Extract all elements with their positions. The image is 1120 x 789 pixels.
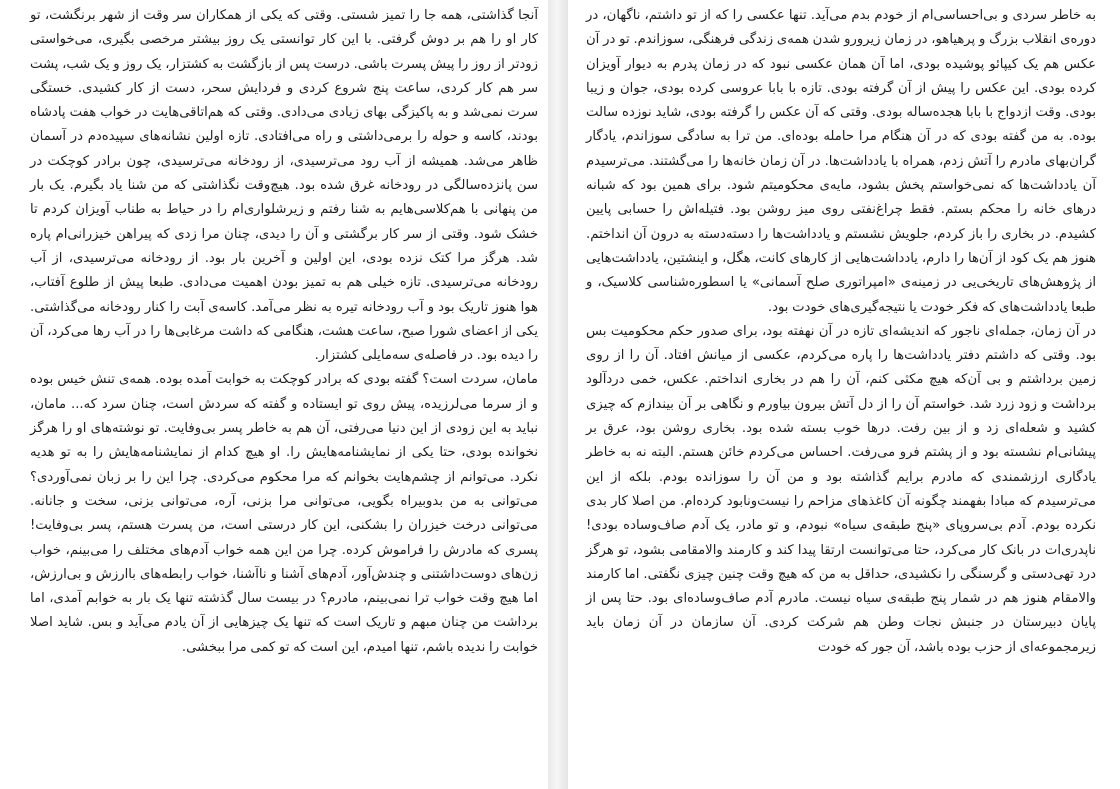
book-gutter — [548, 0, 568, 789]
left-paragraph-1: آنجا گذاشتی، همه جا را تمیز شستی. وقتی که یکی از همکاران سر وقت از شهر برنگشت، تو کار او را هم بر دوش گرفتی. با این کار توانستی یک روز بیشتر مرخصی بگیری، می‌خواستی زودتر از روز را پیش پسرت باشی. درست پس از بازگشت به کشتزار، یک روز و یک شب، پشت سر هم کار کردی، ساعت پنج شروع کردی و فردایش سحر، دست از کار کشیدی. خستگی سرت نمی‌شد و به پاکیزگی بهای زیادی می‌دادی. وقتی که هم‌اتاقی‌هایت در خواب هفت پادشاه بودند، کاسه و حوله را برمی‌داشتی و راه می‌افتادی. تازه اولین نشانه‌های سپیده‌دم در آسمان ظاهر می‌شد. همیشه از آب رود می‌ترسیدی، از رودخانه می‌ترسیدی، چون برادر کوچکت در سن پانزده‌سالگی در رودخانه غرق شده بود. هیچ‌وقت نگذاشتی که من شنا یاد بگیرم. یک بار من پنهانی با هم‌کلاسی‌هایم به شنا رفتم و زیرشلواری‌ام را در حیاط به طناب آویزان کردم تا خشک شود. وقتی از سر کار برگشتی و آن را دیدی، چنان مرا زدی که پیراهن خیزرانی‌ام پاره شد. هرگز مرا کتک نزده بودی، این اولین و آخرین بار بود. از رودخانه می‌ترسیدی، از آب رودخانه می‌ترسیدی. تازه خیلی هم به تمیز بودن اهمیت می‌دادی. طبعا پیش از طلوع آفتاب، هوا هنوز تاریک بود و آب رودخانه تیره به نظر می‌آمد. کاسه‌ی آبت را کنار رودخانه می‌گذاشتی. یکی از اعضای شورا صبح، ساعت هشت، هنگامی که داشت مرغابی‌ها را در آب رها می‌کرد، آن را دیده بود. در فاصله‌ی سه‌مایلی کشتزار. — [30, 8, 538, 364]
right-page-text — [586, 4, 1096, 660]
left-page[interactable] — [0, 0, 548, 789]
right-paragraph-2: در آن زمان، جمله‌ای ناجور که اندیشه‌ای تازه در آن نهفته بود، برای صدور حکم محکومیت بس بود. وقتی که داشتم دفتر یادداشت‌ها را پاره می‌کردم، عکسی از میانش افتاد. آن را از روی زمین برداشتم و بی آن‌که هیچ مکثی کنم، آن را هم در بخاری انداختم. عکس، خمی دردآلود برداشت و زود زرد شد. خواستم آن را از دل آتش بیرون بیاورم و نگاهی بر آن بیندازم که چیزی کشید و شعله‌ای زد و از بین رفت. درها خوب بسته شده بود. بخاری روشن بود، عرق بر پیشانی‌ام نشسته بود و از پشتم فرو می‌رفت. احساس می‌کردم خائن هستم. البته نه به خاطر یادگاری ارزشمندی که مادرم برایم گذاشته بود و من آن را سوزانده بودم. بلکه از این می‌ترسیدم که مبادا بفهمند چگونه آن کاغذهای مزاحم را نیست‌ونابود کرده‌ام. من اصلا کار بدی نکرده بودم. آدم بی‌سروپای «پنج طبقه‌ی سیاه» نبودم، و تو مادر، یک آدم صاف‌وساده بودی! ناپدری‌ات در بانک کار می‌کرد، حتا می‌توانست ارتقا پیدا کند و کارمند والامقامی بشود، تو هرگز درد تهی‌دستی و گرسنگی را نکشیدی، حداقل به من که هیچ وقت چنین چیزی نگفتی. اما کارمند والامقام هنوز هم در شمار پنج طبقه‌ی سیاه نیست. مادرم آدم صاف‌وساده‌ای بود. حتا پس از پایان دبیرستان در جنبش نجات وطن هم شرکت کردی. آن سازمان در آن زمان باید زیرمجموعه‌ای از حزب بوده باشد، آن جور که خودت — [586, 323, 1096, 655]
right-paragraph-1: به خاطر سردی و بی‌احساسی‌ام از خودم بدم می‌آید. تنها عکسی را که از تو داشتم، ناگهان، در دوره‌ی انقلاب بزرگ و پرهیاهو، در زمان زیرورو شدن همه‌ی زندگی فرهنگی، سوزاندم. تو در آن عکس هم یک کیپائو پوشیده بودی، اما آن همان عکسی نبود که در زمان پدرم به دیوار آویزان کرده بودی. این عکس را پیش از آن گرفته بودی. تازه با بابا عروسی کرده بودی، جوان و زیبا بودی. وقت ازدواج با بابا هجده‌ساله بودی. وقتی که آن عکس را گرفته بودی، شاید نوزده سالت بوده. به من گفته بودی که در آن هنگام مرا حامله بوده‌ای. من ترا به سادگی سوزاندم، یادگار گران‌بهای مادرم را آتش زدم، همراه با یادداشت‌ها. در آن زمان خانه‌ها را می‌گشتند. می‌ترسیدم آن یادداشت‌ها که نمی‌خواستم پخش بشود، مایه‌ی محکومیتم شود. برای همین بود که شبانه درهای خانه را محکم بستم. فقط چراغ‌نفتی روی میز روشن بود. فتیله‌اش را حسابی پایین کشیدم. در بخاری را باز کردم، جلویش نشستم و یادداشت‌ها را دسته‌دسته به درون آن انداختم. هنوز هم یک کود از آن‌ها را دارم، یادداشت‌هایی از کارهای کانت، هگل، و اینشتین، یادداشت‌هایی از پژوهش‌های تاریخی‌یی در زمینه‌ی «امپراتوری صلح آسمانی» یا اسطوره‌شناسی کلاسیک، و طبعا یادداشت‌های که فکر خودت یا نتیجه‌گیری‌های خودت بود. — [586, 8, 1096, 315]
left-paragraph-2: مامان، سردت است؟ گفته بودی که برادر کوچکت به خوابت آمده بوده. همه‌ی تنش خیس بوده و از سرما می‌لرزیده، پیش روی تو ایستاده و گفته که سردش است، چنان سرد که... مامان، نباید به این زودی از این دنیا می‌رفتی، آن هم به خاطر پسر بی‌وفایت. تو نوشته‌های او را هرگز نخوانده بودی، حتا یکی از نمایشنامه‌هایش را. او هیچ کدام از نمایشنامه‌هایش را به تو هدیه نکرد. می‌توانم از چشم‌هایت بخوانم که مرا محکوم می‌کردی. چرا این را بر زبان نمی‌آوردی؟ می‌توانی به من بدوبیراه بگویی، می‌توانی مرا بزنی، آره، می‌توانی بزنی، سخت و جانانه. می‌توانی درخت خیزران را بشکنی، این کار درستی است، من پسرت هستم، پسر بی‌وفایت! پسری که مادرش را فراموش کرده. چرا من این همه خواب آدم‌های مختلف را می‌بینم، خواب زن‌های دوست‌داشتنی و چندش‌آور، آدم‌های آشنا و ناآشنا، خواب رابطه‌های باارزش و بی‌ارزش، اما هیچ وقت خواب ترا نمی‌بینم، مادرم؟ در بیست سال گذشته تنها یک بار به خوابم آمدی، اما برداشت من چنان مبهم و تاریک است که تنها یک چیزهایی از آن یادم می‌آید و بس. شاید اصلا خوابت را ندیده باشم، تنها امیدم، این است که تو کمی مرا ببخشی. — [30, 372, 538, 655]
right-page[interactable] — [568, 0, 1120, 789]
left-page-text — [30, 4, 538, 660]
